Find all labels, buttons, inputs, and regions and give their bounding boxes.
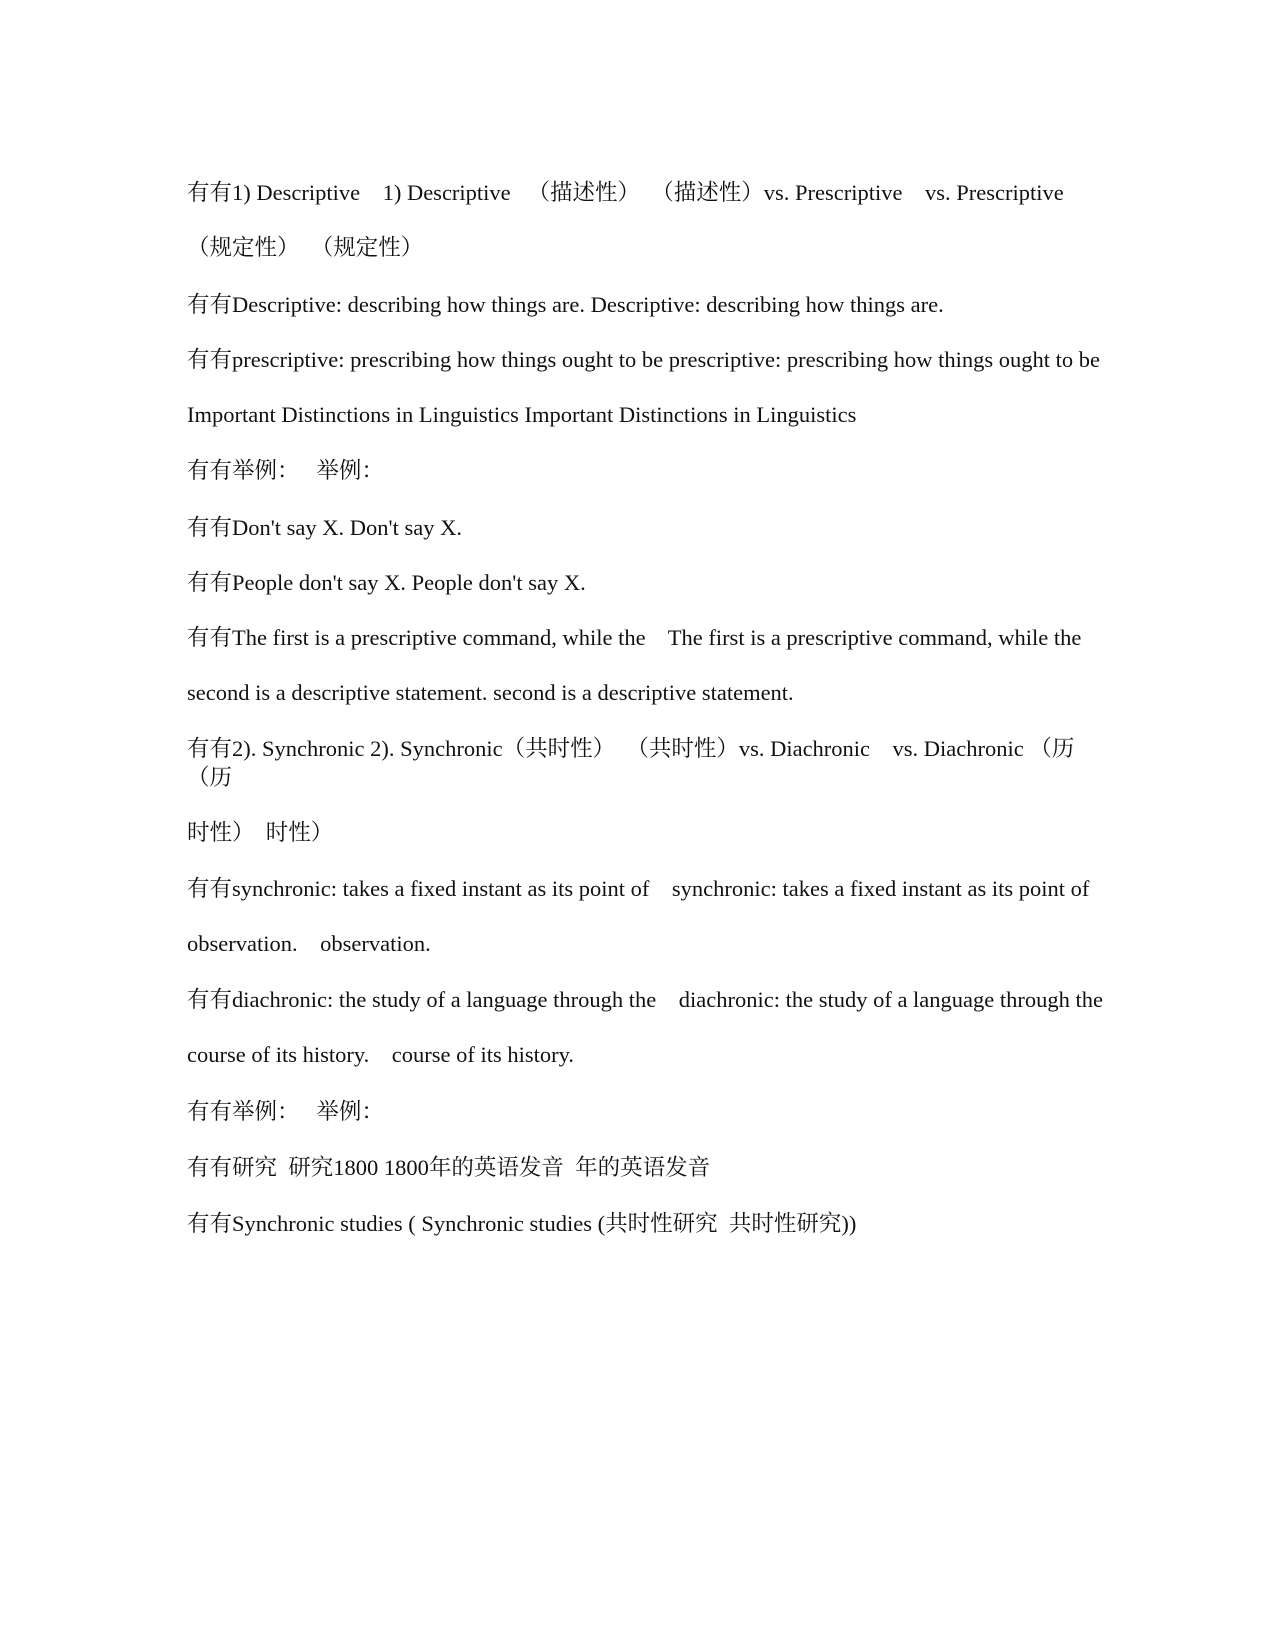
paragraph-example-pronunciation: 有有研究 研究1800 1800年的英语发音 年的英语发音	[187, 1155, 711, 1180]
paragraph-example-label: 有有举例： 举例：	[187, 458, 384, 483]
document-body	[187, 178, 1117, 1238]
paragraph-synchronic-definition: 有有synchronic: takes a fixed instant as its point of synchronic: takes a fixed instant as its point of	[187, 876, 1090, 901]
paragraph-diachronic-gloss: 时性） 时性）	[187, 820, 334, 845]
paragraph-example-label-2: 有有举例： 举例：	[187, 1099, 384, 1124]
paragraph-example-command: 有有Don't say X. Don't say X.	[187, 515, 462, 540]
paragraph-section-heading: Important Distinctions in Linguistics Important Distinctions in Linguistics	[187, 402, 857, 427]
paragraph-synchronic-vs-diachronic: 有有2). Synchronic 2). Synchronic（共时性） （共时性）vs. Diachronic vs. Diachronic （历 （历	[187, 736, 1086, 790]
paragraph-synchronic-definition-continued: observation. observation.	[187, 931, 431, 956]
paragraph-prescriptive-gloss: （规定性） （规定性）	[187, 235, 424, 260]
paragraph-diachronic-definition-continued: course of its history. course of its history.	[187, 1042, 575, 1067]
paragraph-synchronic-studies: 有有Synchronic studies ( Synchronic studies (共时性研究 共时性研究))	[187, 1211, 857, 1236]
paragraph-example-statement: 有有People don't say X. People don't say X.	[187, 570, 586, 595]
paragraph-example-explanation: 有有The first is a prescriptive command, while the The first is a prescriptive command, while the	[187, 625, 1082, 650]
paragraph-prescriptive-definition: 有有prescriptive: prescribing how things ought to be prescriptive: prescribing how things ought to be	[187, 347, 1100, 372]
paragraph-diachronic-definition: 有有diachronic: the study of a language through the diachronic: the study of a language through the	[187, 987, 1103, 1012]
paragraph-example-explanation-continued: second is a descriptive statement. second is a descriptive statement.	[187, 680, 794, 705]
paragraph-descriptive-vs-prescriptive: 有有1) Descriptive 1) Descriptive （描述性） （描述性）vs. Prescriptive vs. Prescriptive	[187, 180, 1064, 205]
paragraph-descriptive-definition: 有有Descriptive: describing how things are. Descriptive: describing how things are.	[187, 292, 944, 317]
